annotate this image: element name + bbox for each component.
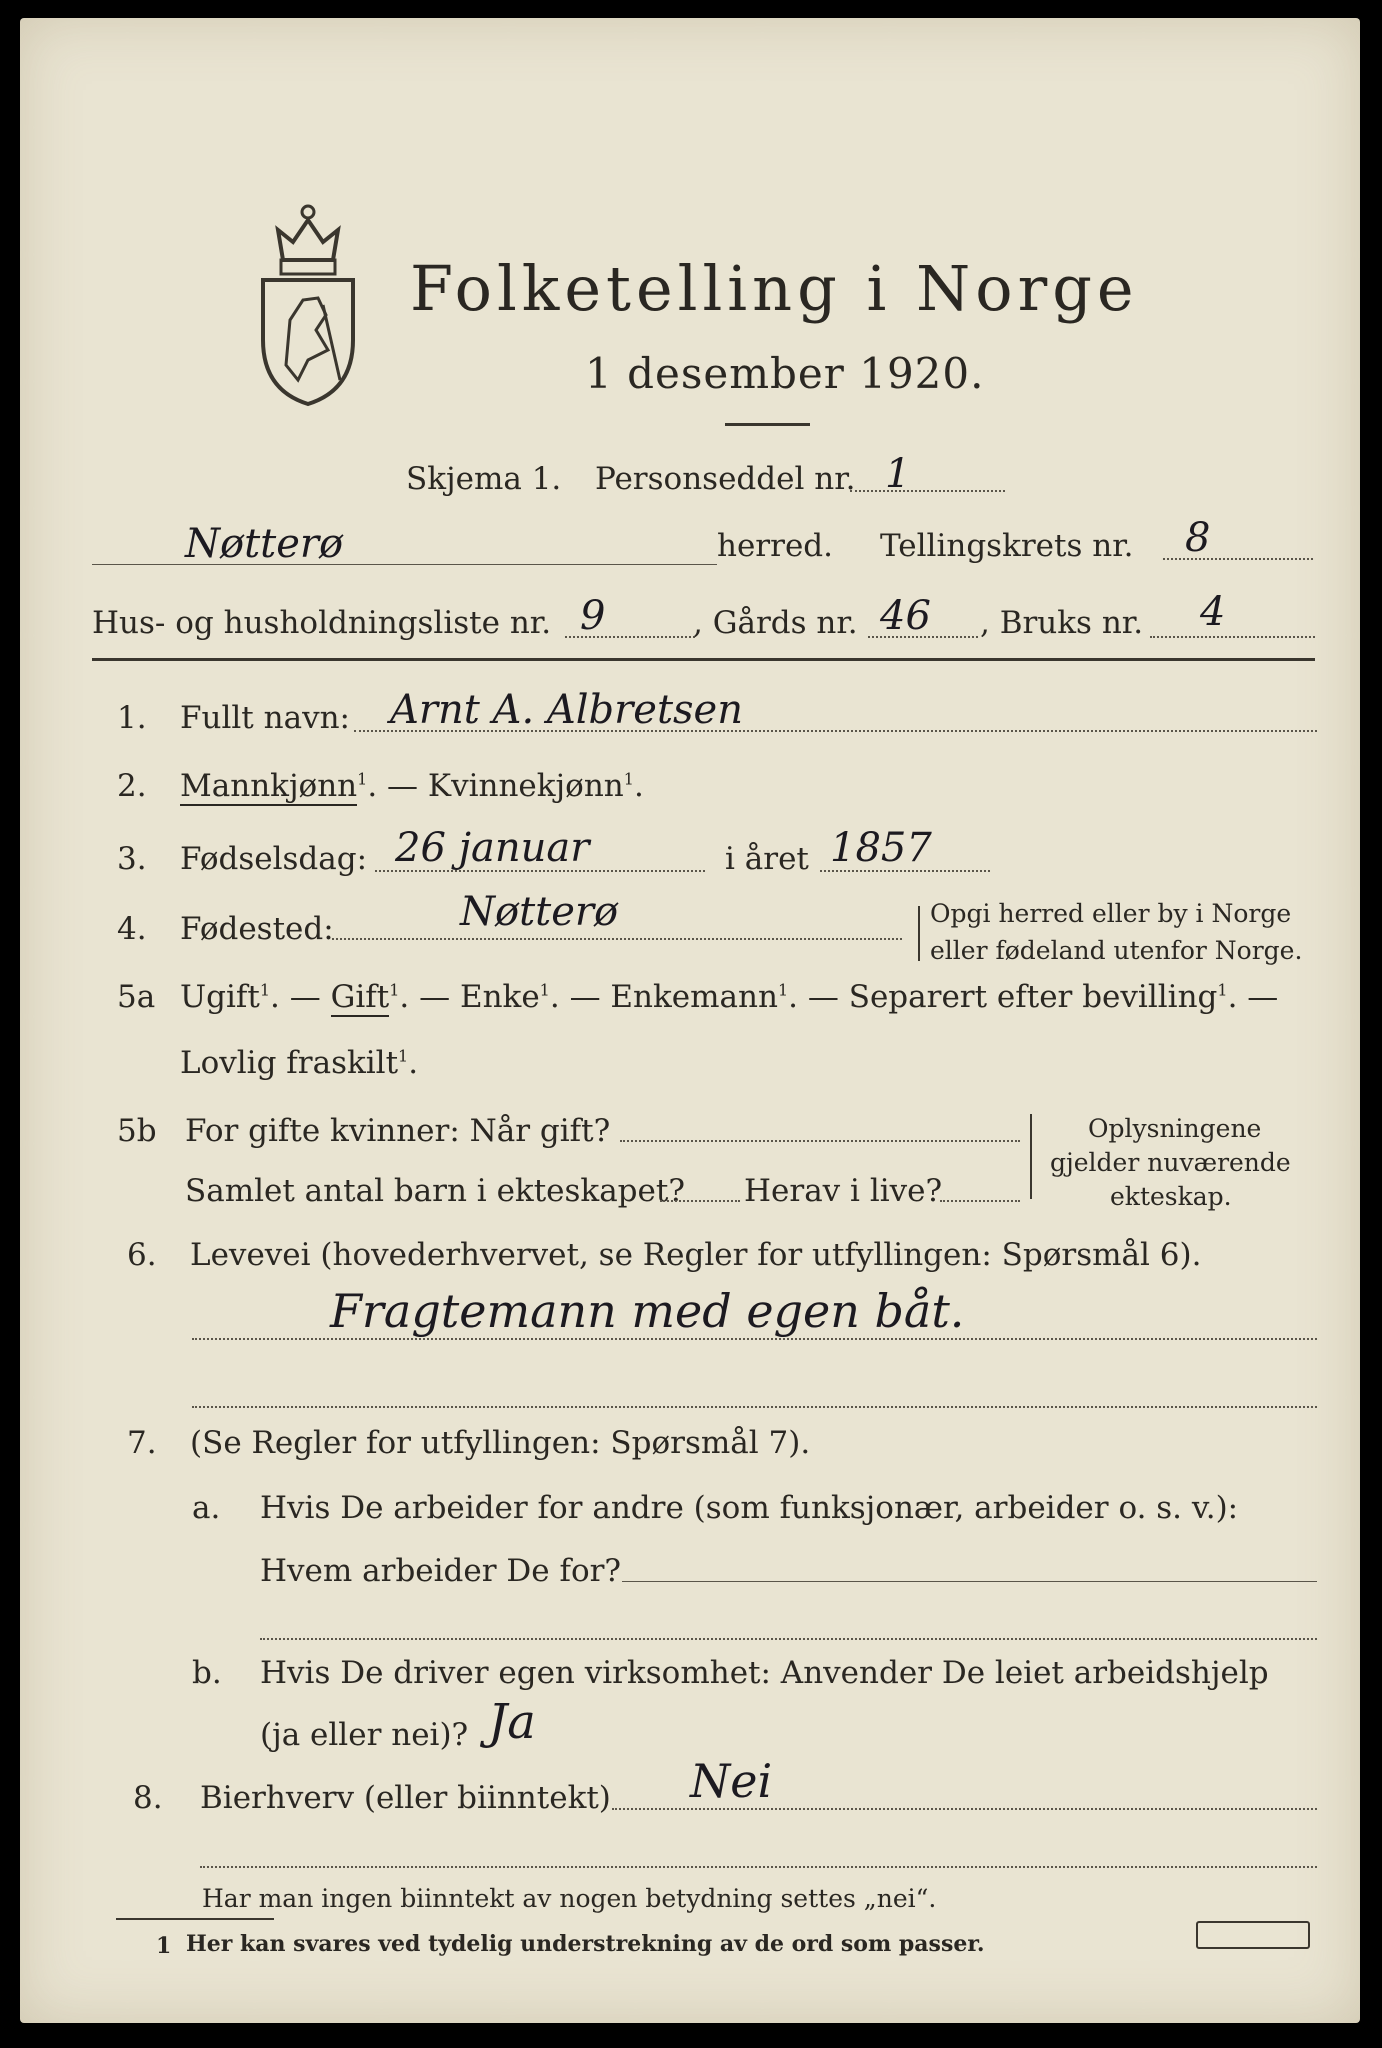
q2-separator: . — bbox=[367, 768, 428, 804]
bruks-line bbox=[1150, 636, 1315, 638]
q3-year-value: 1857 bbox=[830, 825, 932, 871]
footnote-divider bbox=[116, 1918, 274, 1920]
q7a-line-1 bbox=[622, 1581, 1317, 1582]
q2-options: Mannkjønn$^1$. — Kvinnekjønn$^1$. bbox=[180, 768, 644, 804]
personseddel-value: 1 bbox=[885, 451, 911, 497]
q4-label: Fødested: bbox=[180, 911, 334, 947]
q6-value: Fragtemann med egen båt. bbox=[330, 1284, 965, 1338]
header-divider bbox=[92, 658, 1315, 661]
herred-label: herred. bbox=[717, 528, 833, 564]
footnote-text: Her kan svares ved tydelig understrekning av de ord som passer. bbox=[186, 1931, 985, 1957]
bruks-label: , Bruks nr. bbox=[980, 605, 1144, 641]
q5b-line-3 bbox=[940, 1200, 1020, 1202]
q7-number: 7. bbox=[127, 1425, 157, 1461]
q7-label: (Se Regler for utfyllingen: Spørsmål 7). bbox=[190, 1425, 811, 1461]
q4-line bbox=[332, 938, 902, 940]
skjema-label: Skjema 1. bbox=[406, 461, 562, 497]
q5a-enkemann: Enkemann bbox=[610, 979, 778, 1015]
q7b-letter: b. bbox=[192, 1655, 222, 1691]
q7a-label-1: Hvis De arbeider for andre (som funksjonær, arbeider o. s. v.): bbox=[260, 1490, 1239, 1526]
q5b-note-1: Oplysningene bbox=[1088, 1114, 1262, 1143]
q4-note-1: Opgi herred eller by i Norge bbox=[930, 899, 1292, 928]
q8-value: Nei bbox=[690, 1754, 773, 1808]
q5a-separert: Separert efter bevilling bbox=[848, 979, 1218, 1015]
q1-label: Fullt navn: bbox=[180, 700, 350, 736]
q5a-gift: Gift bbox=[330, 979, 390, 1015]
q5b-brace bbox=[1030, 1114, 1032, 1199]
q8-line-1 bbox=[612, 1808, 1317, 1810]
q7b-value: Ja bbox=[488, 1694, 536, 1750]
q5b-line-1 bbox=[620, 1140, 1020, 1142]
q1-number: 1. bbox=[117, 700, 147, 736]
gards-value: 46 bbox=[880, 593, 931, 639]
q5a-ugift: Ugift bbox=[180, 979, 260, 1015]
bruks-value: 4 bbox=[1200, 589, 1226, 635]
tellingskrets-label: Tellingskrets nr. bbox=[880, 528, 1134, 564]
q5a-enke: Enke bbox=[459, 979, 540, 1015]
personseddel-line bbox=[850, 490, 1005, 492]
q7a-line-2 bbox=[260, 1638, 1317, 1640]
q4-number: 4. bbox=[117, 911, 147, 947]
q7a-label-2: Hvem arbeider De for? bbox=[260, 1553, 622, 1589]
q6-line-2 bbox=[192, 1406, 1317, 1408]
q7b-label-2: (ja eller nei)? bbox=[260, 1717, 469, 1753]
q5a-options: Ugift$^1$. — Gift$^1$. — Enke$^1$. — Enkemann$^1$. — Separert efter bevilling$^1$. — bbox=[180, 979, 1279, 1015]
q8-label: Bierhverv (eller biinntekt) bbox=[200, 1780, 611, 1816]
biinntekt-note: Har man ingen biinntekt av nogen betydning settes „nei“. bbox=[202, 1884, 937, 1913]
q3-number: 3. bbox=[117, 841, 147, 877]
q3-value: 26 januar bbox=[395, 825, 590, 871]
q5b-number: 5b bbox=[117, 1113, 157, 1149]
q5b-label-1: For gifte kvinner: Når gift? bbox=[185, 1113, 611, 1149]
q7b-label-1: Hvis De driver egen virksomhet: Anvender De leiet arbeidshjelp bbox=[260, 1655, 1269, 1691]
q5a-number: 5a bbox=[117, 979, 156, 1015]
form-title: Folketelling i Norge bbox=[410, 252, 1139, 325]
q5a-fraskilt-row: Lovlig fraskilt$^1$. bbox=[180, 1045, 419, 1081]
q7a-letter: a. bbox=[192, 1490, 221, 1526]
q5b-label-2: Samlet antal barn i ekteskapet? bbox=[185, 1173, 685, 1209]
hus-value: 9 bbox=[580, 593, 606, 639]
q4-brace bbox=[918, 906, 920, 961]
q2-mannkjonn: Mannkjønn bbox=[180, 768, 358, 804]
q6-line-1 bbox=[192, 1338, 1317, 1340]
form-date: 1 desember 1920. bbox=[585, 349, 985, 398]
q5b-note-3: ekteskap. bbox=[1110, 1182, 1232, 1211]
q5a-fraskilt: Lovlig fraskilt bbox=[180, 1045, 399, 1081]
title-divider bbox=[725, 423, 810, 426]
q2-kvinnekjonn: Kvinnekjønn bbox=[427, 768, 624, 804]
q8-number: 8. bbox=[133, 1780, 163, 1816]
census-form bbox=[20, 18, 1360, 2023]
q3-year-label: i året bbox=[725, 841, 809, 877]
q5b-label-3: Herav i live? bbox=[744, 1173, 943, 1209]
herred-value: Nøtterø bbox=[185, 521, 344, 567]
q4-note-2: eller fødeland utenfor Norge. bbox=[930, 936, 1303, 965]
q5b-line-2 bbox=[660, 1200, 740, 1202]
q8-line-2 bbox=[200, 1866, 1317, 1868]
q4-value: Nøtterø bbox=[460, 889, 619, 935]
personseddel-label: Personseddel nr. bbox=[595, 461, 856, 497]
printer-stamp bbox=[1196, 1921, 1310, 1949]
hus-label: Hus- og husholdningsliste nr. bbox=[92, 605, 552, 641]
q2-number: 2. bbox=[117, 768, 147, 804]
q6-label: Levevei (hovederhvervet, se Regler for utfyllingen: Spørsmål 6). bbox=[190, 1237, 1202, 1273]
gards-label: , Gårds nr. bbox=[693, 605, 858, 641]
q3-label: Fødselsdag: bbox=[180, 841, 368, 877]
tellingskrets-value: 8 bbox=[1185, 515, 1211, 561]
norwegian-coat-of-arms-icon bbox=[248, 190, 368, 410]
q6-number: 6. bbox=[127, 1237, 157, 1273]
q5b-note-2: gjelder nuværende bbox=[1050, 1148, 1291, 1177]
footnote-number: 1 bbox=[156, 1933, 172, 1959]
q1-value: Arnt A. Albretsen bbox=[390, 687, 743, 733]
herred-line bbox=[92, 564, 717, 565]
